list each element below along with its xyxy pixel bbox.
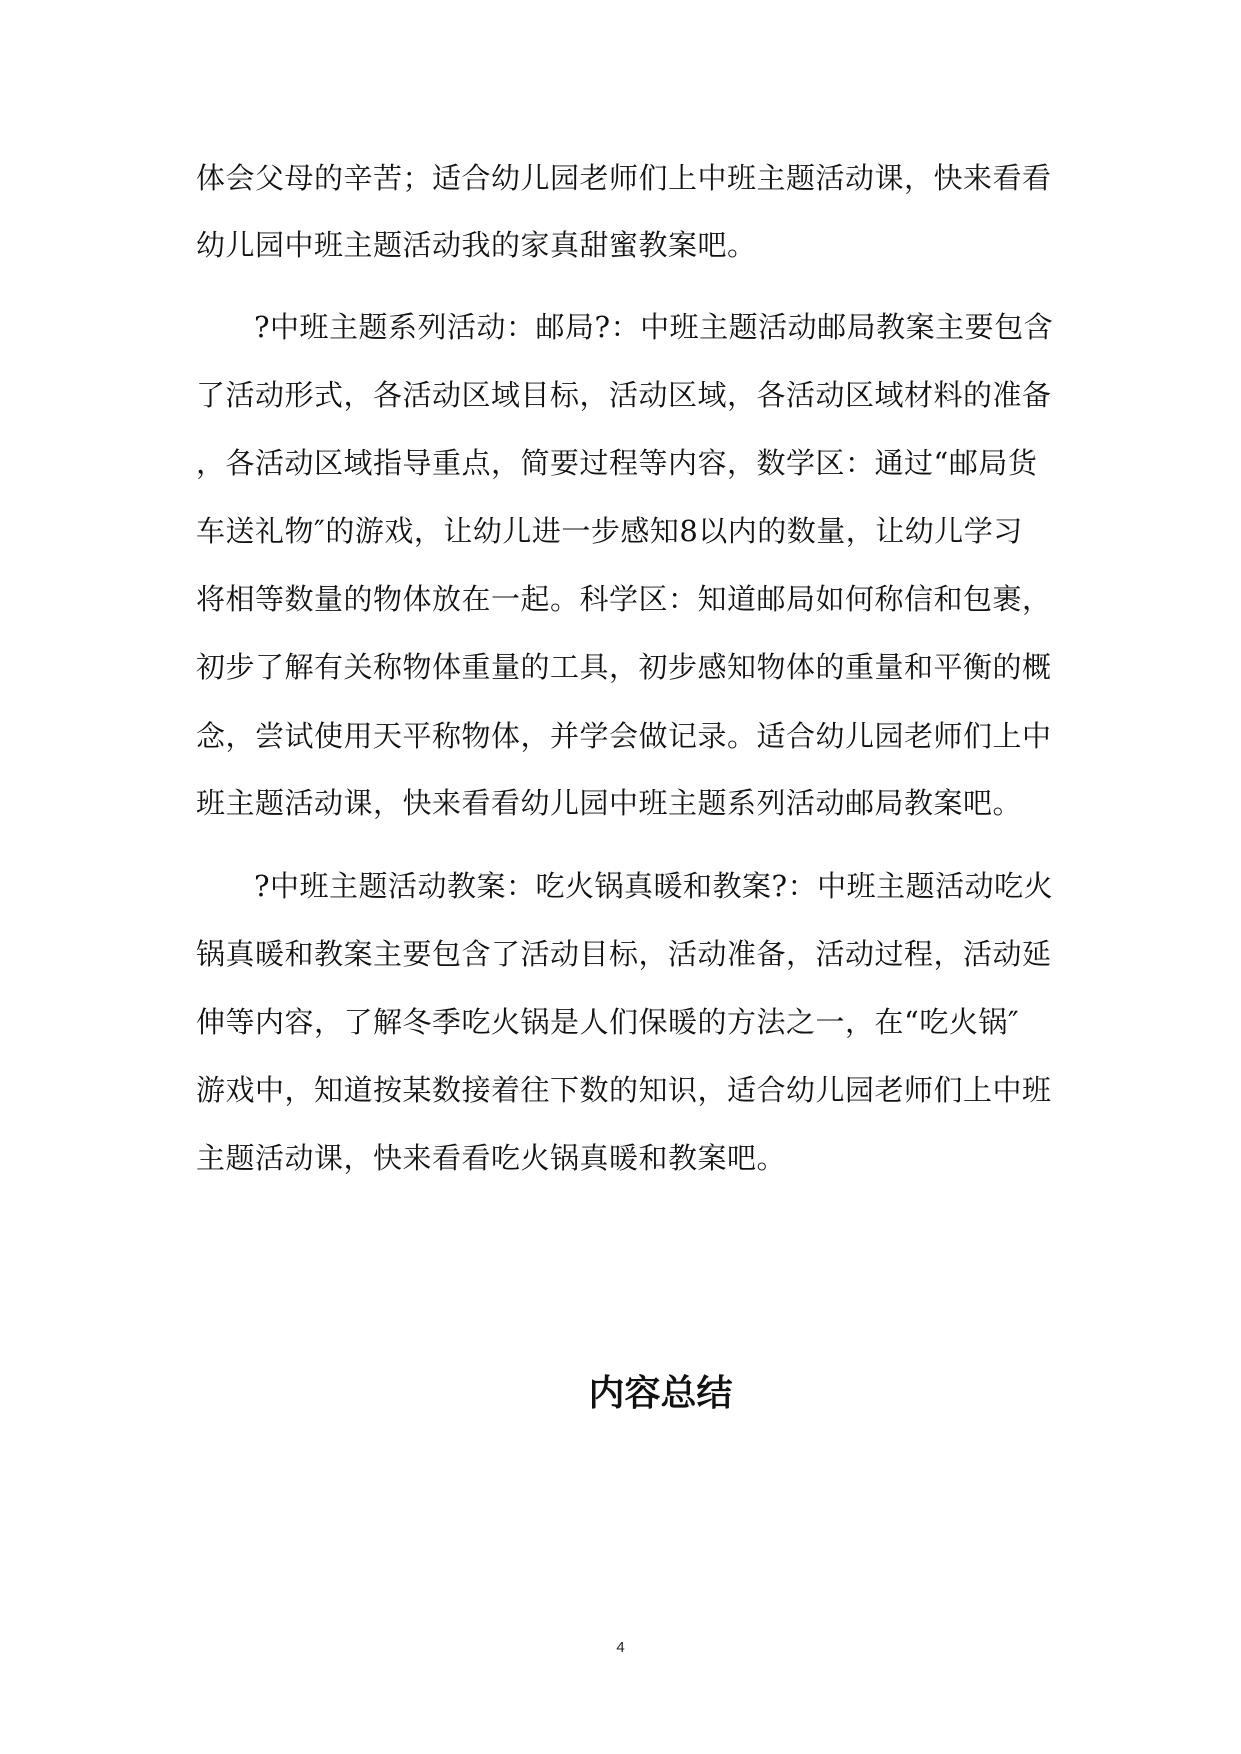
body-line: 了活动形式，各活动区域目标，活动区域，各活动区域材料的准备 xyxy=(196,378,1052,412)
body-line: 体会父母的辛苦；适合幼儿园老师们上中班主题活动课，快来看看 xyxy=(196,161,1052,195)
body-line: 游戏中，知道按某数接着往下数的知识，适合幼儿园老师们上中班 xyxy=(196,1073,1052,1107)
body-line: 幼儿园中班主题活动我的家真甜蜜教案吧。 xyxy=(196,228,757,262)
body-line: 锅真暖和教案主要包含了活动目标，活动准备，活动过程，活动延 xyxy=(196,937,1052,971)
body-line: 初步了解有关称物体重量的工具，初步感知物体的重量和平衡的概 xyxy=(196,650,1052,684)
body-line: 伸等内容，了解冬季吃火锅是人们保暖的方法之一，在“吃火锅″ xyxy=(196,1005,1020,1039)
body-line: ?中班主题活动教案：吃火锅真暖和教案?：中班主题活动吃火 xyxy=(254,869,1054,903)
body-line: 主题活动课，快来看看吃火锅真暖和教案吧。 xyxy=(196,1141,787,1175)
body-line: 车送礼物″的游戏，让幼儿进一步感知8以内的数量，让幼儿学习 xyxy=(196,514,1023,548)
page-number: 4 xyxy=(616,1639,625,1656)
body-line: ，各活动区域指导重点，简要过程等内容，数学区：通过“邮局货 xyxy=(196,446,1038,480)
body-line: 班主题活动课，快来看看幼儿园中班主题系列活动邮局教案吧。 xyxy=(196,786,1023,820)
body-line: 念，尝试使用天平称物体，并学会做记录。适合幼儿园老师们上中 xyxy=(196,719,1052,753)
body-line: ?中班主题系列活动：邮局?：中班主题活动邮局教案主要包含 xyxy=(254,310,1054,344)
body-line: 将相等数量的物体放在一起。科学区：知道邮局如何称信和包裹， xyxy=(196,582,1052,616)
section-heading: 内容总结 xyxy=(588,1373,733,1414)
